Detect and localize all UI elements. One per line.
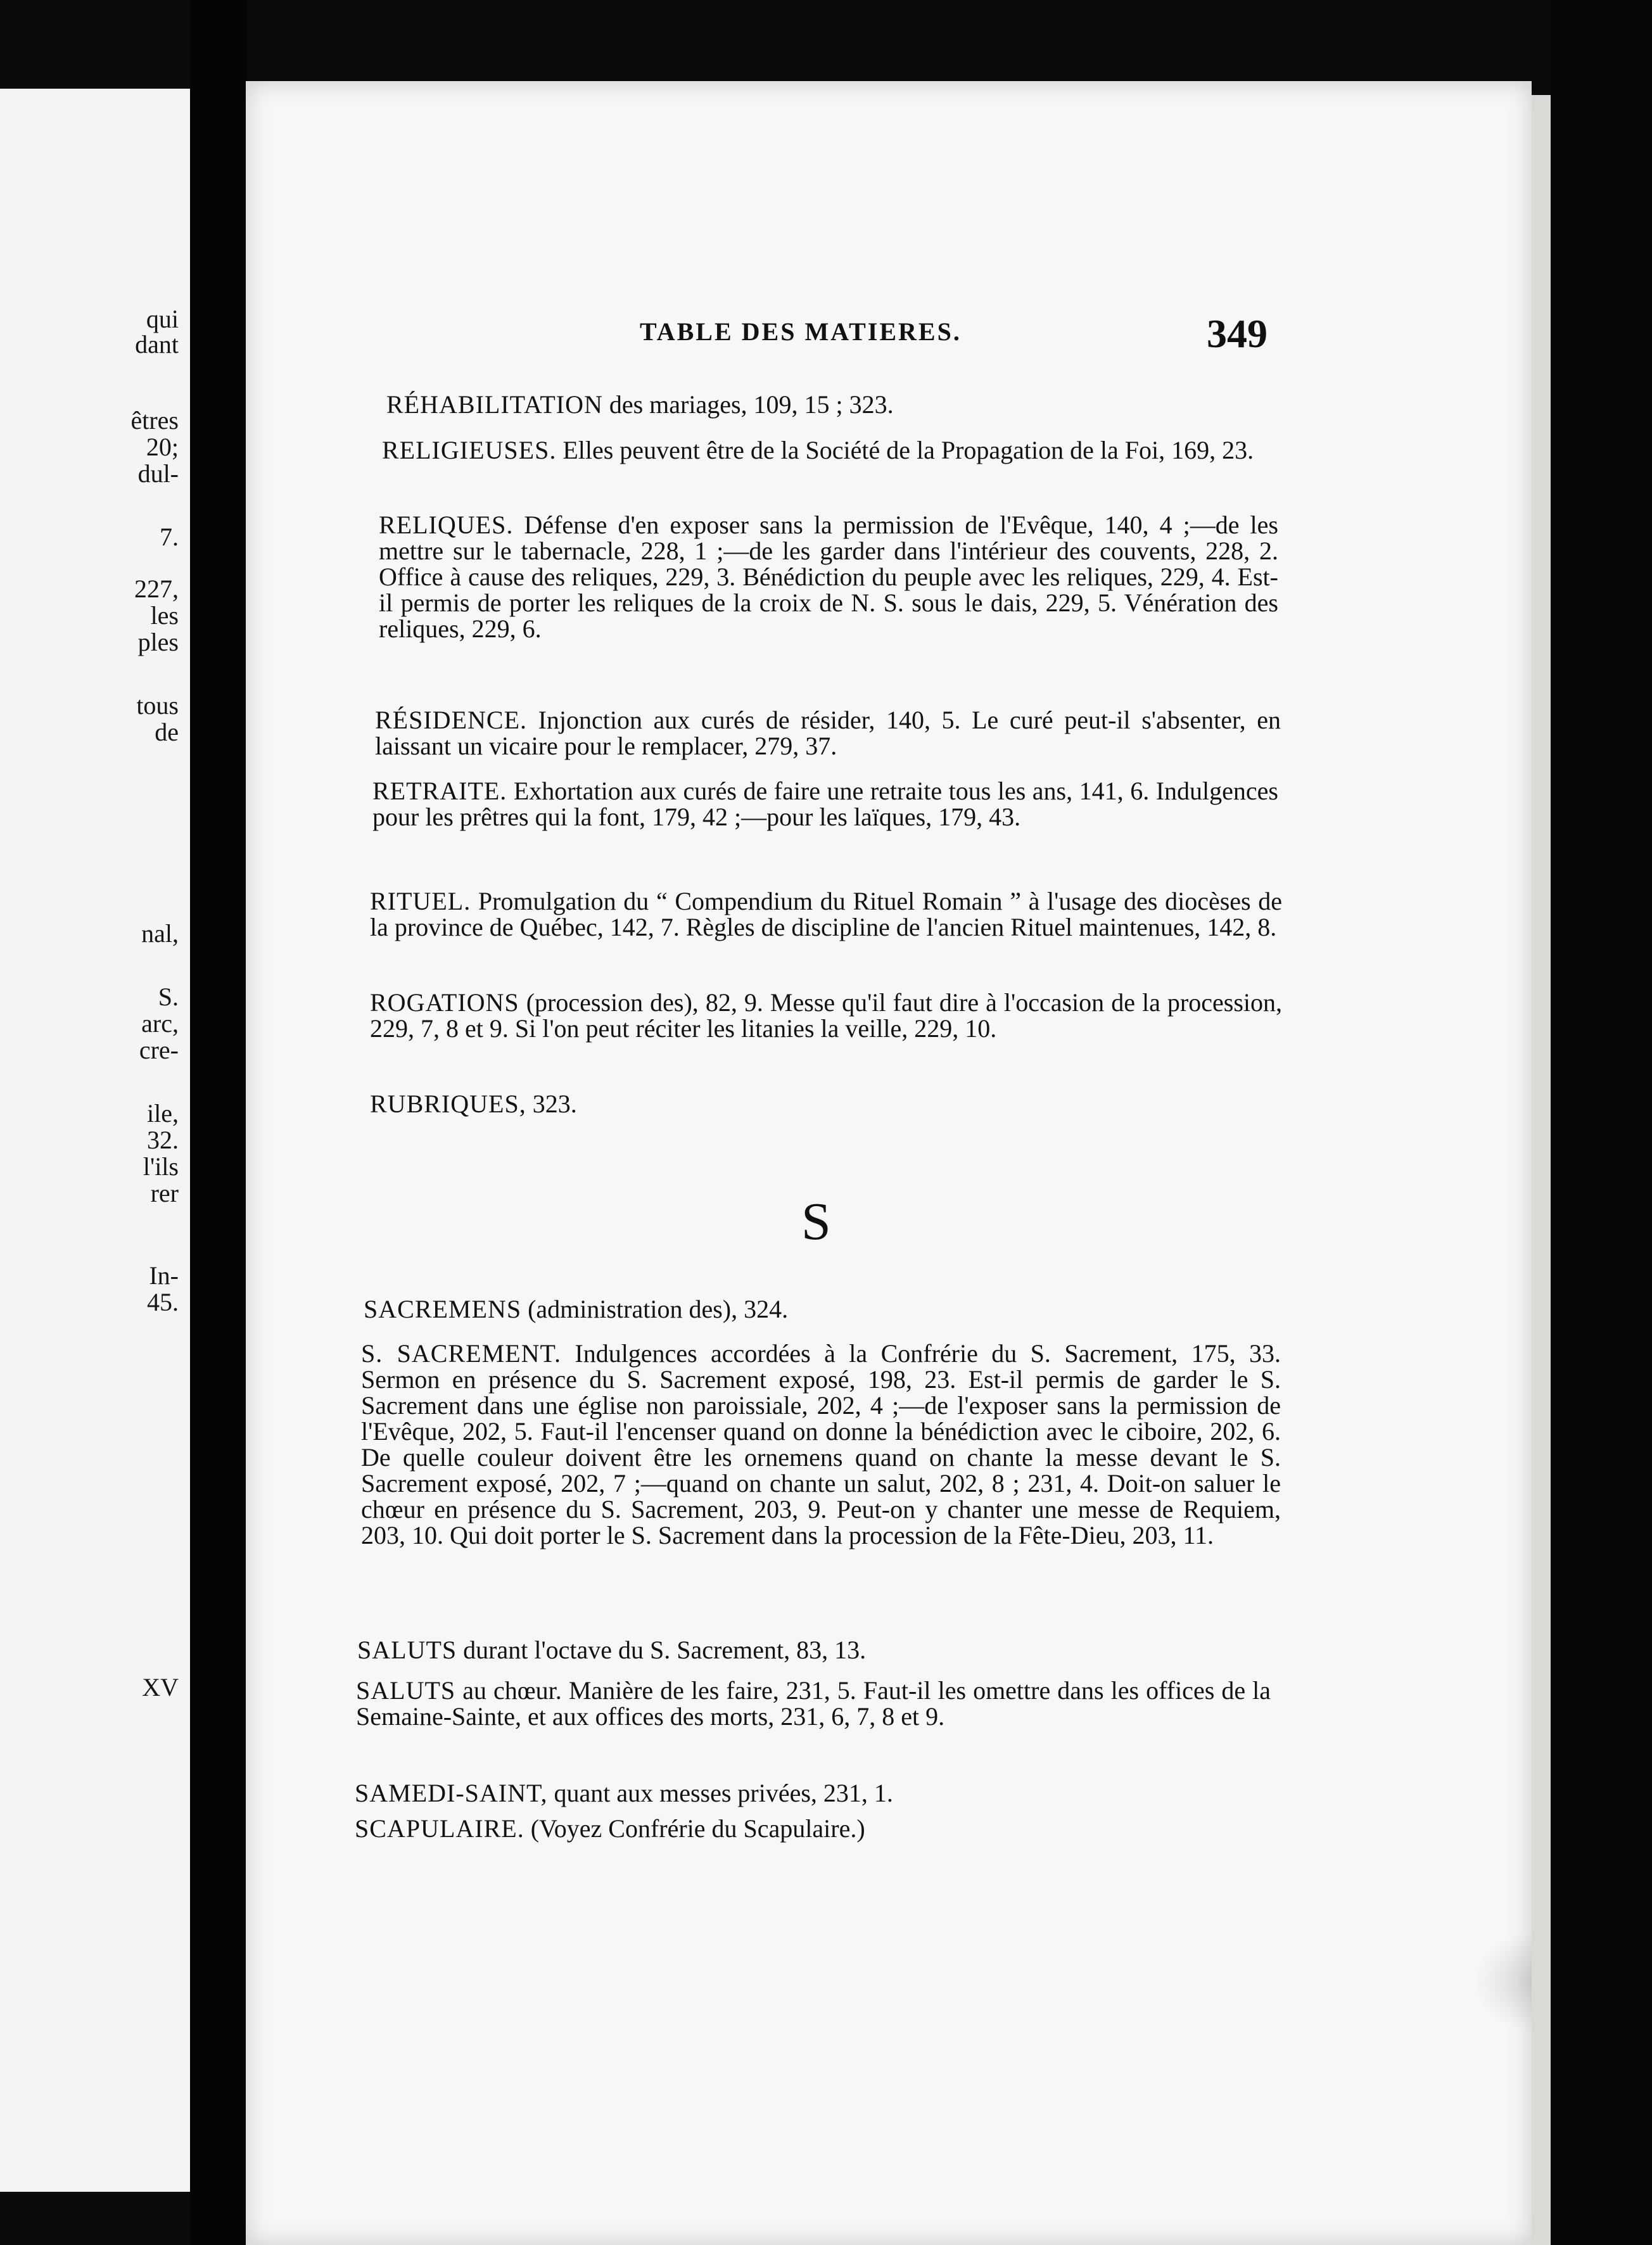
entry-head: RÉSIDENCE. [375,706,527,734]
index-entry [370,1091,1282,1117]
entry-text: des mariages, 109, 15 ; 323. [602,390,894,419]
index-entry [355,1816,1267,1841]
entry-text: Exhortation aux curés de faire une retraite tous les ans, 141, 6. Indulgences pour les prêtres qui la font, 179, 42 ;—pour les laïques, 179, 43. [372,777,1278,831]
entry-text: (administration des), 324. [521,1295,789,1323]
index-entry [375,707,1281,759]
entry-text: Défense d'en exposer sans la permission de l'Evêque, 140, 4 ;—de les mettre sur le tabernacle, 228, 1 ;—de les garder dans l'intérieur des couvents, 228, 2. Office à cause des reliques, 229, 3. Bénédiction du peuple avec les reliques, 229, 4. Est-il permis de porter les reliques de la croix de N. S. sous le dais, 229, 5. Vénération des reliques, 229, 6. [379,511,1278,643]
left-page-fragment: dul- [137,459,179,488]
running-head: TABLE DES MATIERES. [640,317,962,346]
left-page-fragment: 7. [160,523,179,551]
entry-head: RETRAITE. [372,777,507,805]
entry-text: (procession des), 82, 9. Messe qu'il faut dire à l'occasion de la procession, 229, 7, 8 et 9. Si l'on peut réciter les litanies la veille, 229, 10. [370,988,1282,1043]
left-page-fragment: de [155,718,179,746]
entry-head: SCAPULAIRE. [355,1814,524,1843]
left-page-fragment: 20; [146,433,179,461]
entry-head: ROGATIONS [370,988,519,1017]
entry-text: quant aux messes privées, 231, 1. [547,1779,893,1807]
left-page-fragment: 32. [147,1126,179,1154]
entry-head: RELIGIEUSES. [382,436,557,464]
left-page-fragment: In- [149,1261,179,1290]
entry-text: durant l'octave du S. Sacrement, 83, 13. [457,1636,867,1664]
left-page-fragment: qui [146,305,179,333]
left-page-fragment: XV [142,1673,179,1701]
index-entry [361,1340,1281,1548]
index-entry [372,778,1278,830]
page-edge [1532,95,1551,2245]
entry-text: Indulgences accordées à la Confrérie du S. Sacrement, 175, 33. Sermon en présence du S. Sacrement exposé, 198, 23. Est-il permis de garder le S. Sacrement dans une église non paroissiale, 202, 4 ;—de l'exposer sans la permission de l'Evêque, 202, 5. Faut-il l'encenser quand on donne la bénédiction avec le ciboire, 202, 6. De quelle couleur doivent être les ornemens quand on chante la messe devant le S. Sacrement exposé, 202, 7 ;—quand on chante un salut, 202, 8 ; 231, 4. Doit-on saluer le chœur en présence du S. Sacrement, 203, 9. Peut-on y chanter une messe de Requiem, 203, 10. Qui doit porter le S. Sacrement dans la procession de la Fête-Dieu, 203, 11. [361,1339,1281,1549]
index-entry [355,1780,1267,1806]
index-entry [364,1296,1282,1322]
previous-page-fragment [0,89,190,2192]
gutter-shadow [190,0,247,2245]
index-entry [379,512,1278,642]
left-page-fragment: tous [136,691,179,720]
index-entry [370,888,1282,940]
left-page-fragment: êtres [130,406,179,435]
left-page-fragment: nal, [141,919,179,948]
index-entry [370,989,1282,1041]
entry-head: SACREMENS [364,1295,522,1323]
left-page-fragment: S. [158,983,179,1011]
entry-head: S. SACREMENT. [361,1339,561,1368]
index-entry [386,391,1273,417]
entry-text: (Voyez Confrérie du Scapulaire.) [524,1814,865,1843]
page-number: 349 [1207,311,1268,356]
entry-head: RELIQUES. [379,511,514,539]
left-page-fragment: dant [135,330,179,359]
left-page-fragment: ples [137,628,179,656]
left-page-fragment: arc, [141,1009,179,1038]
entry-text: Promulgation du “ Compendium du Rituel Romain ” à l'usage des diocèses de la province de Québec, 142, 7. Règles de discipline de l'ancien Rituel maintenues, 142, 8. [370,887,1282,941]
entry-head: SALUTS [356,1676,456,1705]
index-entry [356,1677,1271,1729]
index-entry [382,437,1281,463]
entry-text: 323. [526,1090,577,1118]
left-page-fragment: rer [150,1179,179,1207]
section-letter: S [801,1192,831,1251]
background-edge [1551,0,1652,2245]
entry-head: RITUEL. [370,887,471,915]
entry-head: RUBRIQUES, [370,1090,526,1118]
left-page-fragment: 227, [134,575,179,603]
entry-head: RÉHABILITATION [386,390,603,419]
entry-text: au chœur. Manière de les faire, 231, 5. Faut-il les omettre dans les offices de la Semaine-Sainte, et aux offices des morts, 231, 6, 7, 8 et 9. [356,1676,1271,1731]
entry-text: Elles peuvent être de la Société de la Propagation de la Foi, 169, 23. [556,436,1254,464]
entry-text: Injonction aux curés de résider, 140, 5. Le curé peut-il s'absenter, en laissant un vicaire pour le remplacer, 279, 37. [375,706,1281,760]
left-page-fragment: 45. [147,1288,179,1316]
left-page-fragment: les [150,601,179,630]
left-page-fragment: cre- [139,1036,179,1064]
left-page-fragment: ile, [147,1099,179,1128]
entry-head: SAMEDI-SAINT, [355,1779,548,1807]
left-page-fragment: l'ils [143,1152,179,1181]
index-entry [357,1637,1276,1663]
entry-head: SALUTS [357,1636,457,1664]
